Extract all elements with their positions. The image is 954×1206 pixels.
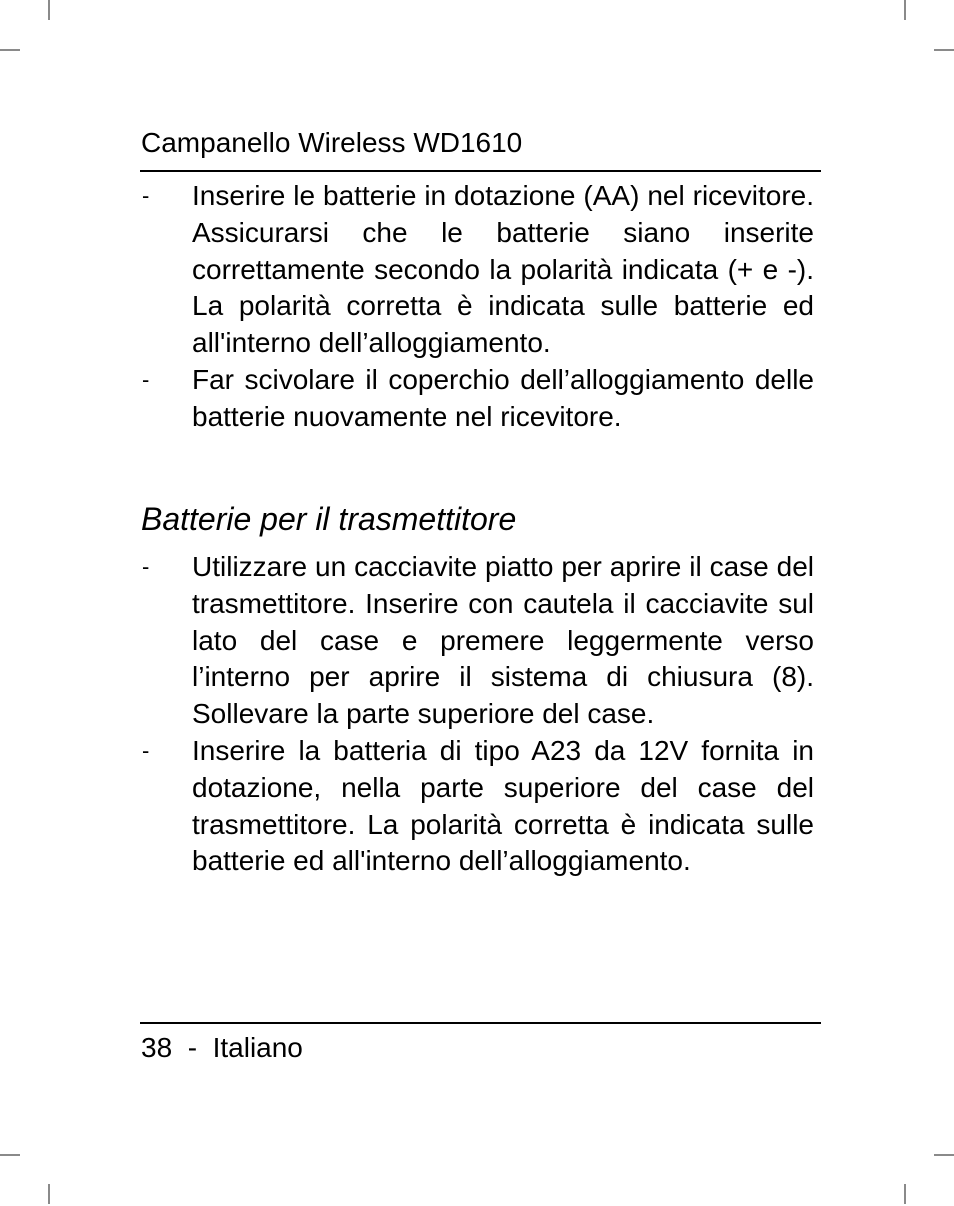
- running-header-title: Campanello Wireless WD1610: [141, 127, 523, 158]
- crop-mark-top-left: [0, 49, 20, 51]
- crop-mark-top-right: [904, 0, 906, 20]
- list-item-text: Far scivolare il coperchio dell’alloggiamento delle batterie nuovamente nel ricevitore.: [192, 363, 814, 432]
- footer-rule: [140, 1022, 821, 1024]
- crop-mark-bottom-right: [934, 1154, 954, 1156]
- receiver-steps-list: [140, 178, 814, 436]
- list-item: [140, 733, 814, 880]
- list-item: [140, 178, 814, 362]
- page-footer: 38 - Italiano: [141, 1032, 303, 1063]
- list-item: [140, 549, 814, 733]
- bullet-dash: -: [142, 183, 150, 208]
- list-item-text: Inserire la batteria di tipo A23 da 12V fornita in dotazione, nella parte superiore del case del trasmettitore. La polarità corretta è indicata sulle batterie ed all'interno dell’alloggiamento.: [192, 734, 814, 877]
- bullet-dash: -: [142, 366, 150, 392]
- crop-mark-top-left: [48, 0, 50, 20]
- crop-mark-top-right: [934, 49, 954, 51]
- header-rule: [140, 170, 821, 172]
- list-item-text: Utilizzare un cacciavite piatto per aprire il case del trasmettitore. Inserire con cautela il cacciavite sul lato del case e premere leggermente verso l’interno per aprire il sistema di chiusura (8). Sollevare la parte superiore del case.: [192, 551, 814, 730]
- crop-mark-bottom-right: [904, 1184, 906, 1204]
- crop-mark-bottom-left: [0, 1154, 20, 1156]
- list-item-text: Inserire le batterie in dotazione (AA) nel ricevitore. Assicurarsi che le batterie siano inserite correttamente secondo la polarità indicata (+ e -). La polarità corretta è indicata sulle batterie ed all'interno dell’alloggiamento.: [192, 180, 814, 359]
- bullet-dash: -: [142, 737, 150, 763]
- crop-mark-bottom-left: [48, 1184, 50, 1204]
- transmitter-steps-list: [140, 549, 814, 880]
- list-item: [140, 362, 814, 436]
- bullet-dash: -: [142, 554, 150, 579]
- section-heading: Batterie per il trasmettitore: [141, 501, 517, 537]
